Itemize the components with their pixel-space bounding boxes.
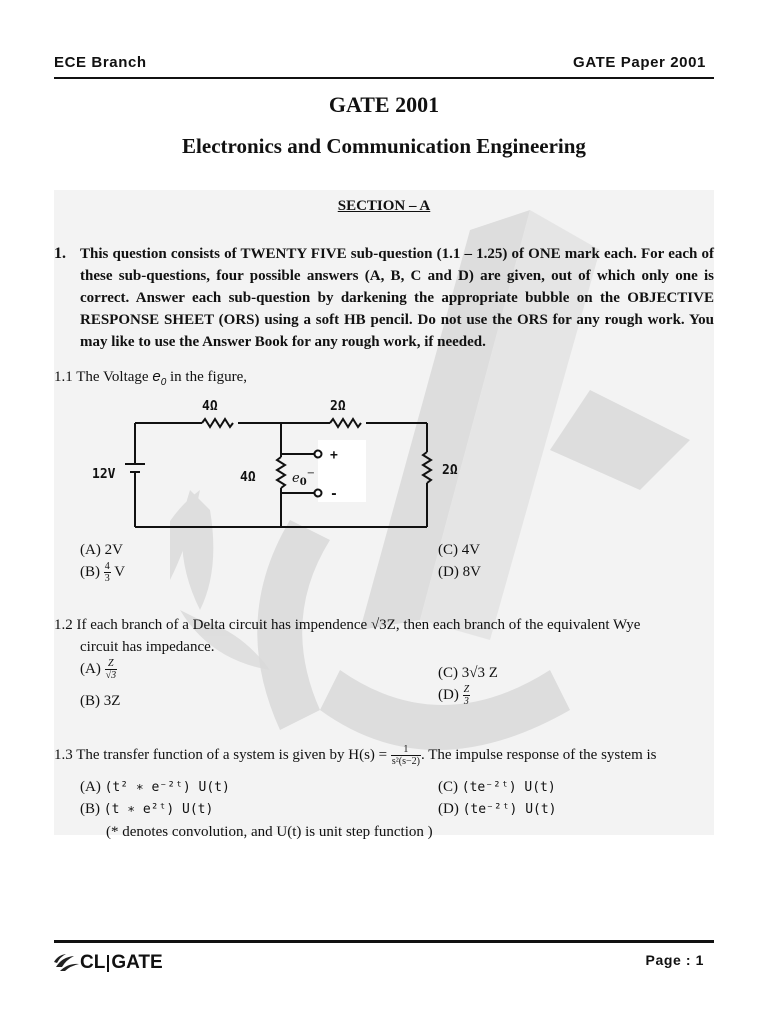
q1-3-stem: 1.3 The transfer function of a system is given by H(s) = $\frac{1}{\text{s²(s−2)}}$ . The impulse response of the system is — [54, 744, 657, 768]
q1-2-option-a[interactable]: (A) $\frac{Z}{√3}$ — [80, 658, 117, 682]
logo-gate-text: GATE — [111, 952, 163, 973]
q1-3-note: (* denotes convolution, and U(t) is unit step function ) — [106, 824, 433, 840]
resistor-middle — [277, 457, 285, 488]
header-paper: GATE Paper 2001 — [573, 54, 706, 71]
label-source: 12V — [92, 467, 116, 482]
footer-rule — [54, 940, 714, 943]
header-rule — [54, 77, 714, 79]
sqrt-3: √3 — [370, 617, 387, 633]
clgate-swirl-icon — [54, 953, 80, 973]
q1-1-stem — [54, 366, 714, 394]
q1-2-stem: 1.2 If each branch of a Delta circuit has impendence √3Z, then each branch of the equivalent Wye — [54, 617, 641, 633]
q1-2-stem-line2: circuit has impedance. — [80, 639, 215, 655]
q1-3-option-b[interactable]: (B) (t ∗ e²ᵗ) U(t) — [80, 801, 214, 817]
header-branch: ECE Branch — [54, 54, 147, 71]
footer-logo — [54, 952, 163, 974]
q1-1-option-d[interactable]: (D) 8V — [438, 564, 481, 580]
page-subtitle: Electronics and Communication Engineering — [182, 134, 586, 158]
label-r-top-right: 2Ω — [330, 399, 346, 414]
label-r-top-left: 4Ω — [202, 399, 218, 414]
q1-1-number: 1.1 — [54, 369, 73, 385]
logo-cl-text: CL — [80, 952, 106, 973]
q1-1-option-c[interactable]: (C) 4V — [438, 542, 481, 558]
resistor-right — [423, 452, 431, 483]
q1-2-option-c[interactable]: (C) 3√3 Z — [438, 665, 498, 681]
q1-2-option-b[interactable]: (B) 3Z — [80, 693, 121, 709]
resistor-top-left — [202, 419, 233, 427]
label-minus: - — [330, 487, 338, 502]
q1-2-option-d[interactable]: (D) $\frac{Z}{3}$ — [438, 684, 470, 708]
q1-1-option-b[interactable]: (B) $\frac{4}{3}$ V — [80, 561, 126, 585]
label-e0: $e_0^-$ — [292, 468, 316, 488]
resistor-top-right — [330, 419, 361, 427]
section-heading: SECTION – A — [337, 198, 431, 214]
label-plus: + — [330, 448, 338, 463]
q1-3-option-d[interactable]: (D) (te⁻²ᵗ) U(t) — [438, 801, 557, 817]
q1-3-option-c[interactable]: (C) (te⁻²ᵗ) U(t) — [438, 779, 556, 795]
page-title: GATE 2001 — [328, 92, 440, 117]
q1-number: 1. — [54, 245, 66, 262]
q1-1-var: $e_0$ — [152, 368, 167, 388]
page-number: Page : 1 — [645, 952, 704, 968]
q1-1-text-after: in the figure, — [170, 369, 248, 385]
circuit-diagram — [90, 392, 480, 537]
label-r-right: 2Ω — [442, 463, 458, 478]
label-r-middle: 4Ω — [240, 470, 256, 485]
q1-1-option-a[interactable]: (A) 2V — [80, 542, 123, 558]
q1-3-option-a[interactable]: (A) (t² ∗ e⁻²ᵗ) U(t) — [80, 779, 230, 795]
logo-divider — [107, 955, 109, 972]
q1-instructions: This question consists of TWENTY FIVE sub-question (1.1 – 1.25) of ONE mark each. For each of these sub-questions, four possible answers (A, B, C and D) are given, out of which only one is correct. Answer each sub-question by darkening the appropriate bubble on the OBJECTIVE RESPONSE SHEET (ORS) using a soft HB pencil. Do not use the ORS for any rough work. You may like to use the Answer Book for any rough work, if needed. — [80, 246, 714, 350]
q1-1-text-before: The Voltage — [76, 369, 149, 385]
